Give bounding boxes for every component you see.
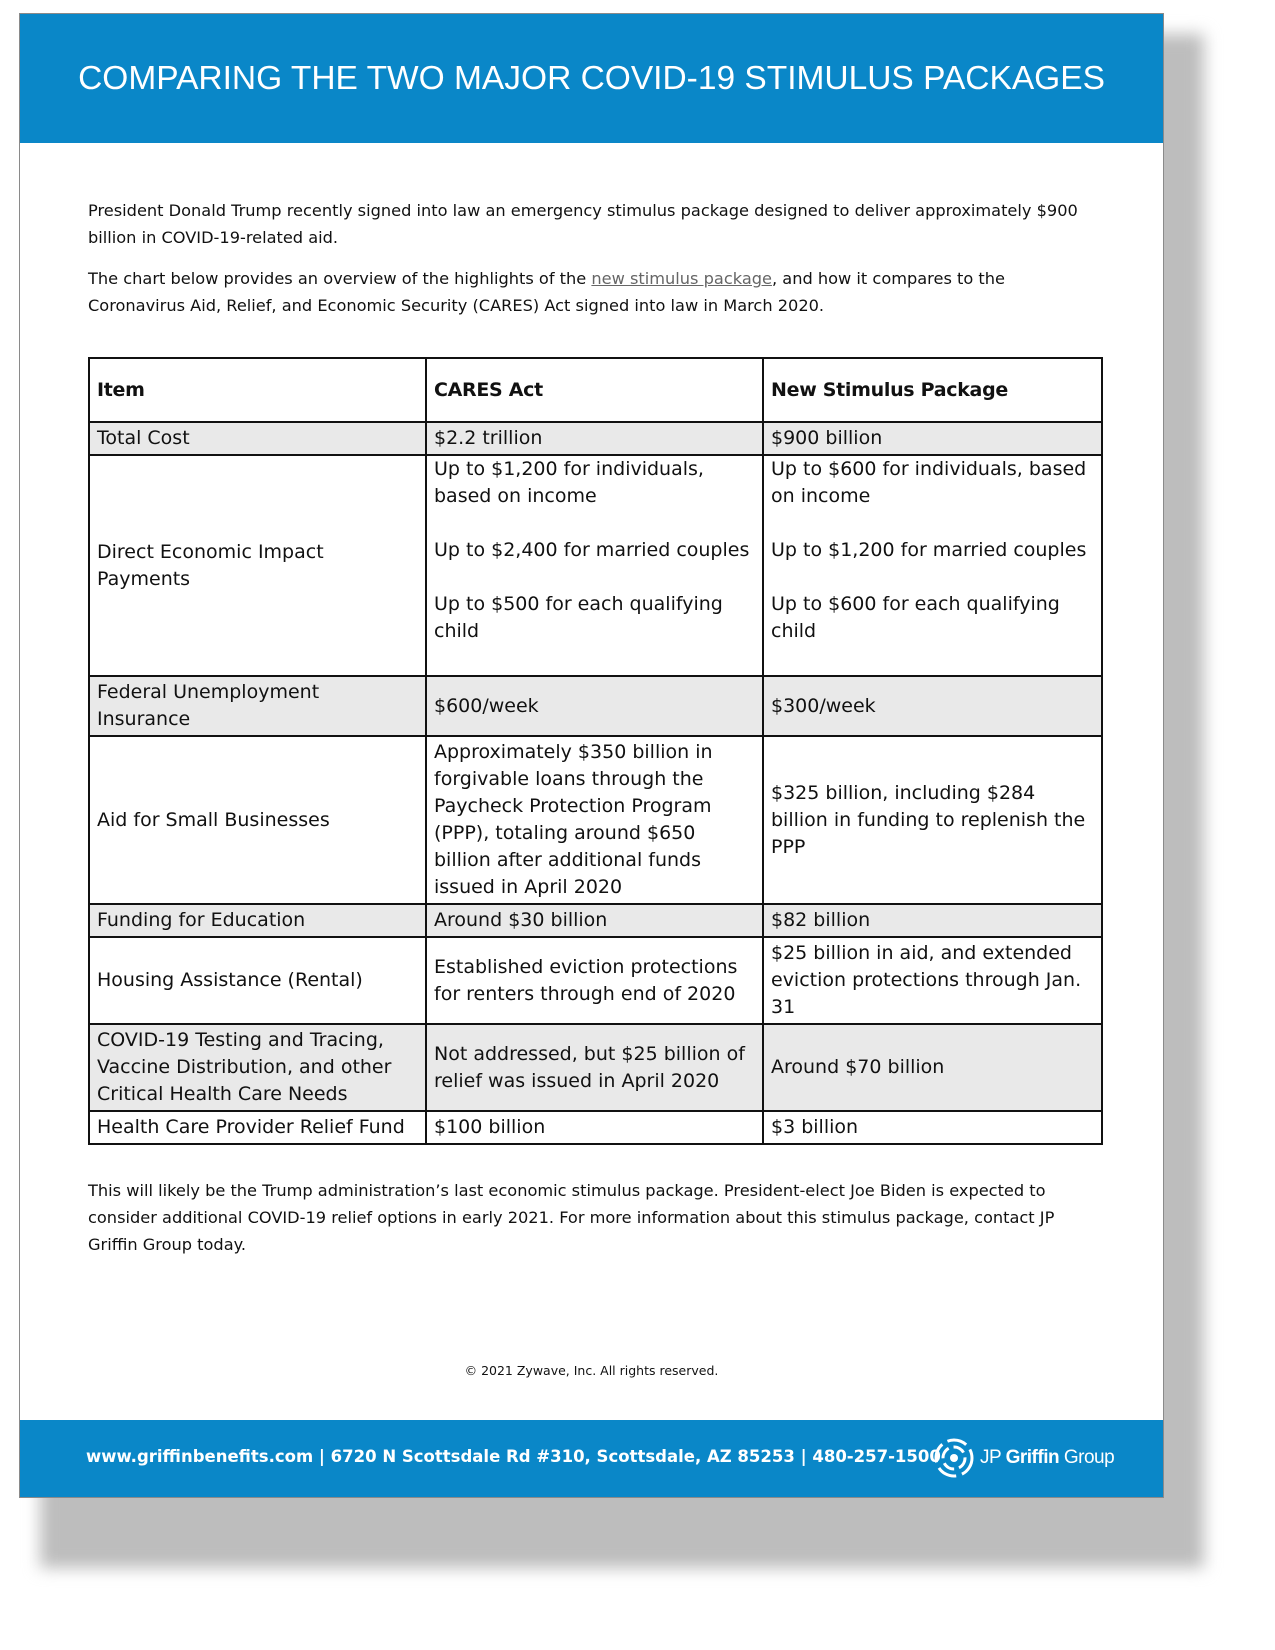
row-item: Funding for Education (89, 904, 426, 937)
row-new: $325 billion, including $284 billion in funding to replenish the PPP (763, 736, 1102, 904)
row-item: Health Care Provider Relief Fund (89, 1111, 426, 1144)
row-item: Aid for Small Businesses (89, 736, 426, 904)
row-item: Direct Economic Impact Payments (89, 455, 426, 676)
row-new: $900 billion (763, 422, 1102, 455)
table-row (89, 1024, 1102, 1111)
row-new: $3 billion (763, 1111, 1102, 1144)
closing-paragraph: This will likely be the Trump administration’s last economic stimulus package. President-elect Joe Biden is expected to consider additional COVID-19 relief options in early 2021. For more information about this stimulus package, contact JP Griffin Group today. (88, 1181, 1055, 1254)
row-new: Up to $600 for individuals, based on income Up to $1,200 for married couples Up to $600 for each qualifying child (763, 455, 1102, 676)
logo-wordmark (980, 1447, 1114, 1469)
row-cares: Around $30 billion (426, 904, 763, 937)
column-header-cares: CARES Act (426, 358, 763, 422)
row-cares: Not addressed, but $25 billion of relief was issued in April 2020 (426, 1024, 763, 1111)
intro-text: The chart below provides an overview of the highlights of the (88, 269, 592, 288)
row-cares: Up to $1,200 for individuals, based on income Up to $2,400 for married couples Up to $500 for each qualifying child (426, 455, 763, 676)
row-new: Around $70 billion (763, 1024, 1102, 1111)
footer-contact-info: www.griffinbenefits.com | 6720 N Scottsdale Rd #310, Scottsdale, AZ 85253 | 480-257-1500 (86, 1447, 941, 1466)
table-row (89, 1111, 1102, 1144)
row-cares: $100 billion (426, 1111, 763, 1144)
table-row (89, 422, 1102, 455)
comparison-table (88, 357, 1103, 1145)
row-item: Federal Unemployment Insurance (89, 676, 426, 736)
new-stimulus-package-link[interactable]: new stimulus package (591, 269, 772, 288)
copyright-notice: © 2021 Zywave, Inc. All rights reserved. (464, 1363, 719, 1378)
page-header (20, 14, 1163, 143)
table-row (89, 736, 1102, 904)
row-cares: $600/week (426, 676, 763, 736)
intro-text: , and how it compares to the Coronavirus Aid, Relief, and Economic Security (CARES) Act signed into law in March 2020. (88, 269, 1005, 315)
row-item: Total Cost (89, 422, 426, 455)
row-new: $300/week (763, 676, 1102, 736)
row-cares: $2.2 trillion (426, 422, 763, 455)
row-new: $25 billion in aid, and extended eviction protections through Jan. 31 (763, 937, 1102, 1024)
page-footer (20, 1420, 1163, 1498)
intro-paragraph-1: President Donald Trump recently signed into law an emergency stimulus package designed to deliver approximately $900 billion in COVID-19-related aid. (88, 201, 1078, 247)
row-cares: Established eviction protections for renters through end of 2020 (426, 937, 763, 1024)
row-item: Housing Assistance (Rental) (89, 937, 426, 1024)
column-header-new: New Stimulus Package (763, 358, 1102, 422)
row-item: COVID-19 Testing and Tracing, Vaccine Distribution, and other Critical Health Care Needs (89, 1024, 426, 1111)
table-row (89, 904, 1102, 937)
table-row (89, 676, 1102, 736)
intro-section (88, 197, 1098, 333)
document-page (19, 13, 1164, 1498)
logo-group: Group (1059, 1447, 1115, 1468)
intro-paragraph-2 (88, 265, 1098, 319)
column-header-item: Item (89, 358, 426, 422)
company-logo (934, 1438, 1114, 1478)
logo-jp: JP (980, 1447, 1006, 1468)
row-new: $82 billion (763, 904, 1102, 937)
table-row (89, 937, 1102, 1024)
table-row (89, 455, 1102, 676)
table-header-row (89, 358, 1102, 422)
swirl-logo-icon (934, 1438, 974, 1478)
page-title: COMPARING THE TWO MAJOR COVID-19 STIMULUS PACKAGES (78, 59, 1105, 97)
row-cares: Approximately $350 billion in forgivable loans through the Paycheck Protection Program (PPP), totaling around $650 billion after additional funds issued in April 2020 (426, 736, 763, 904)
logo-griffin: Griffin (1005, 1447, 1060, 1468)
